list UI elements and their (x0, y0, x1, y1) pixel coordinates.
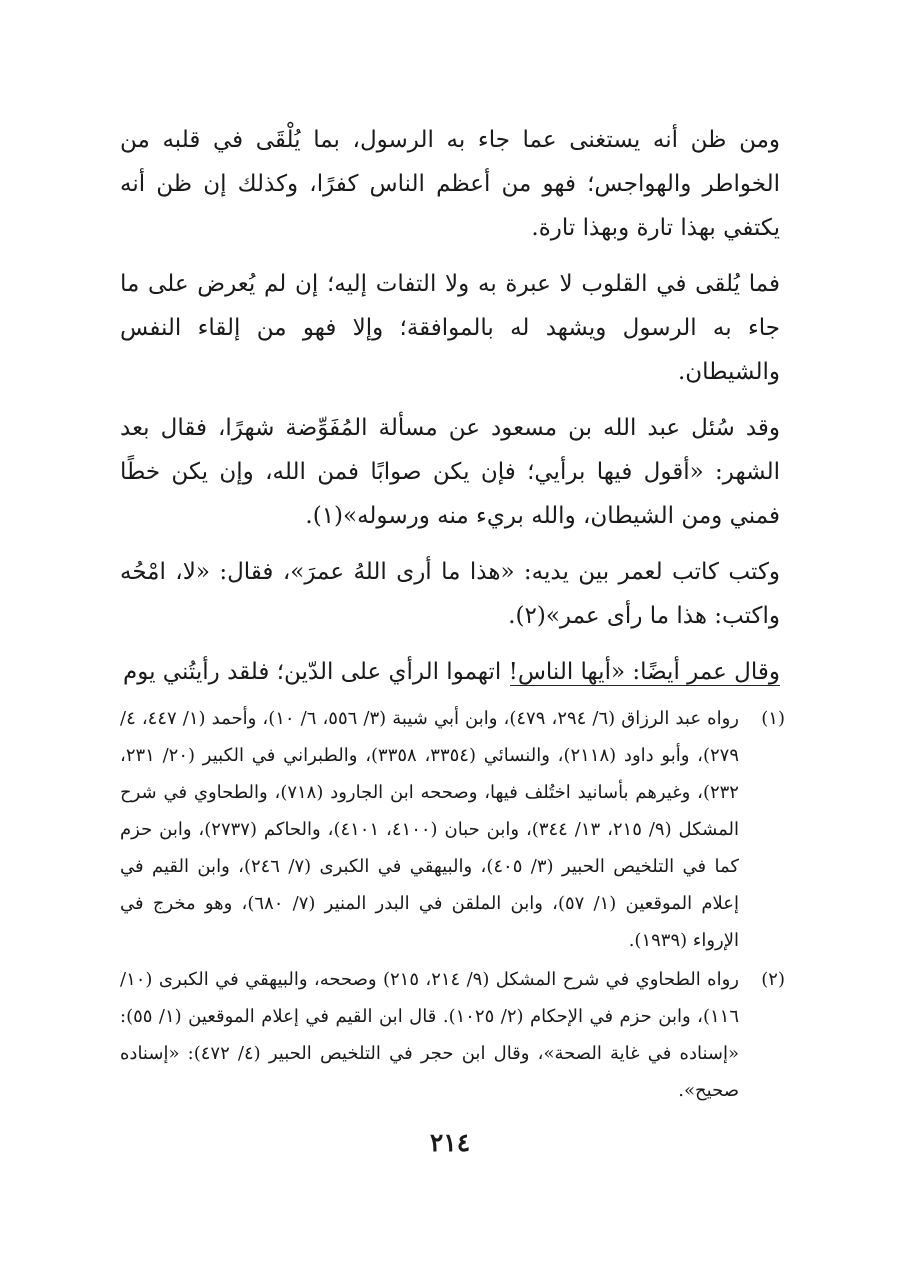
main-text (120, 118, 780, 706)
paragraph-2: فما يُلقى في القلوب لا عبرة به ولا التفات إليه؛ إن لم يُعرض على ما جاء به الرسول ويشهد له بالموافقة؛ وإلا فهو من إلقاء النفس والشيطان. (120, 271, 780, 385)
paragraph-3: وقد سُئل عبد الله بن مسعود عن مسألة المُفَوِّضة شهرًا، فقال بعد الشهر: «أقول فيها برأيي؛ فإن يكن صوابًا فمن الله، وإن يكن خطًا فمني ومن الشيطان، والله بريء منه ورسوله»(١). (120, 415, 780, 529)
footnote-1 (120, 700, 785, 959)
paragraph-4: وكتب كاتب لعمر بين يديه: «هذا ما أرى اللهُ عمرَ»، فقال: «لا، امْحُه واكتب: هذا ما رأى عمر»(٢). (120, 559, 780, 629)
footnote-text: رواه الطحاوي في شرح المشكل (٩/ ٢١٤، ٢١٥) وصححه، والبيهقي في الكبرى (١٠/ ١١٦)، وابن حزم في الإحكام (٢/ ١٠٢٥). قال ابن القيم في إعلام الموقعين (١/ ٥٥): «إسناده في غاية الصحة»، وقال ابن حجر في التلخيص الحبير (٤/ ٤٧٢): «إسناده صحيح». (120, 969, 739, 1101)
footnote-text: رواه عبد الرزاق (٦/ ٢٩٤، ٤٧٩)، وابن أبي شيبة (٣/ ٥٥٦، ٦/ ١٠)، وأحمد (١/ ٤٤٧، ٤/ ٢٧٩)، وأبو داود (٢١١٨)، والنسائي (٣٣٥٤، ٣٣٥٨)، والطبراني في الكبير (٢٠/ ٢٣١، ٢٣٢)، وغيرهم بأسانيد اختُلف فيها، وصححه ابن الجارود (٧١٨)، والطحاوي في شرح المشكل (٩/ ٢١٥، ١٣/ ٣٤٤)، وابن حبان (٤١٠٠، ٤١٠١)، والحاكم (٢٧٣٧)، وابن حزم كما في التلخيص الحبير (٣/ ٤٠٥)، والبيهقي في الكبرى (٧/ ٢٤٦)، وابن القيم في إعلام الموقعين (١/ ٥٧)، وابن الملقن في البدر المنير (٧/ ٦٨٠)، وهو مخرج في الإرواء (١٩٣٩). (120, 708, 740, 951)
footnote-marker: (١) (761, 708, 785, 729)
footnote-2 (120, 961, 785, 1109)
footnote-marker: (٢) (761, 969, 785, 990)
paragraph-1: ومن ظن أنه يستغنى عما جاء به الرسول، بما يُلْقَى في قلبه من الخواطر والهواجس؛ فهو من أعظم الناس كفرًا، وكذلك إن ظن أنه يكتفي بهذا تارة وبهذا تارة. (120, 127, 780, 241)
page-number: ٢١٤ (429, 1128, 471, 1157)
footnotes (120, 700, 785, 1111)
paragraph-5: وقال عمر أيضًا: «أيها الناس! اتهموا الرأي على الدّين؛ فلقد رأيتُني يوم (122, 659, 780, 685)
footnote-separator (510, 685, 780, 686)
